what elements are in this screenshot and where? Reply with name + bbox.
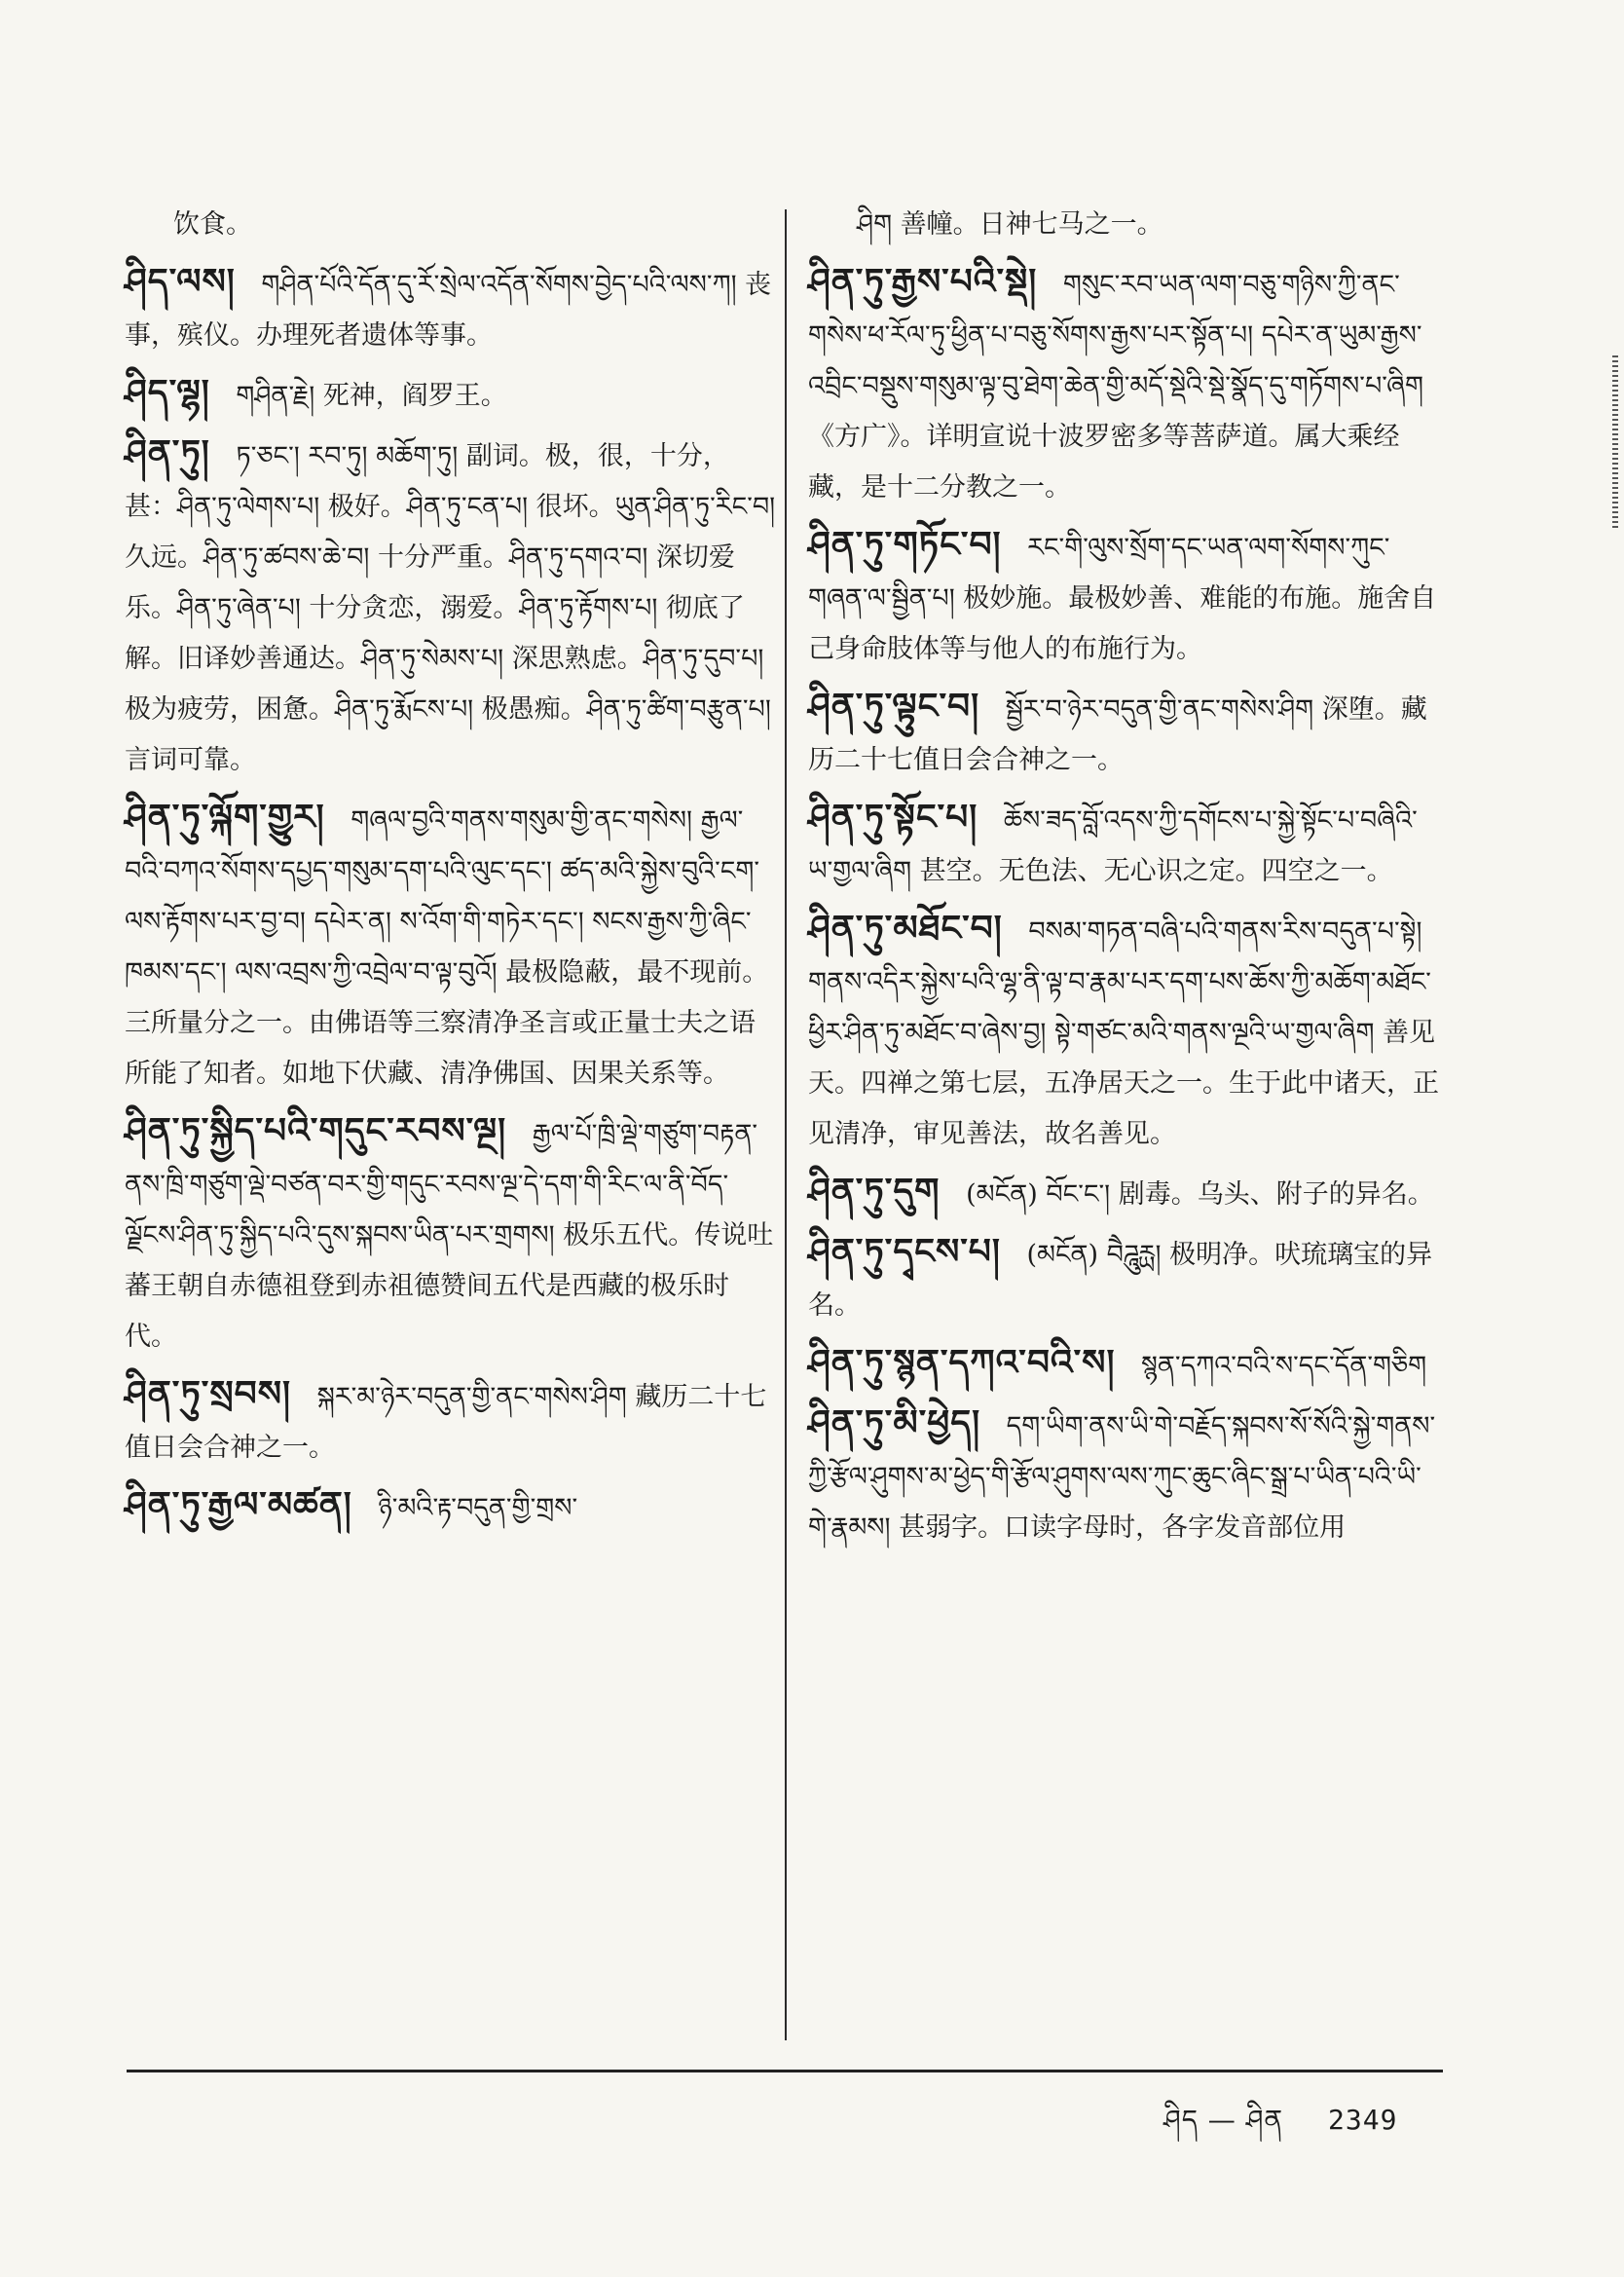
entry (808, 1398, 1439, 1553)
scan-margin-mark (1612, 355, 1618, 531)
entry (125, 792, 779, 1100)
entry (125, 1368, 779, 1474)
entry-headword: ཤིན་ཏུ་དྭངས་པ། (808, 1231, 1001, 1272)
entry (808, 256, 1439, 513)
entry (808, 1166, 1439, 1220)
right-column (808, 200, 1439, 1559)
entry-definition: ཏ་ཅང་། རབ་ཏུ། མཆོག་ཏུ། 副词。极，很，十分，甚：ཤིན་ཏུ་ལེགས་པ། 极好。ཤིན་ཏུ་ངན་པ། 很坏。ཡུན་ཤིན་ཏུ་རིང་བ། 久远。ཤིན་ཏུ་ཚབས་ཆེ་བ། 十分严重。ཤིན་ཏུ་དགའ་བ། 深切爱乐。ཤིན་ཏུ་ཞེན་པ། 十分贪恋，溺爱。ཤིན་ཏུ་རྟོགས་པ། 彻底了解。旧译妙善通达。ཤིན་ཏུ་སེམས་པ། 深思熟虑。ཤིན་ཏུ་དུབ་པ། 极为疲劳，困惫。ཤིན་ཏུ་རྨོངས་པ། 极愚痴。ཤིན་ཏུ་ཚིག་བརྩུན་པ། 言词可靠。 (125, 441, 776, 775)
entry-headword: ཤིད་ལྷ། (125, 372, 210, 413)
entry-definition: གཞལ་བྱའི་གནས་གསུམ་གྱི་ནང་གསེས། རྒྱལ་བའི་བཀའ་སོགས་དཔྱད་གསུམ་དག་པའི་ལུང་དང་། ཚད་མའི་སྐྱེས་བུའི་ངག་ལས་རྟོགས་པར་བྱ་བ། དཔེར་ན། ས་འོག་གི་གཏེར་དང་། སངས་རྒྱས་ཀྱི་ཞིང་ཁམས་དང་། ལས་འབྲས་ཀྱི་འབྲེལ་བ་ལྟ་བུའོ། 最极隐蔽，最不现前。三所量分之一。由佛语等三察清净圣言或正量士夫之语所能了知者。如地下伏藏、清净佛国、因果关系等。 (125, 805, 769, 1089)
entry-headword: ཤིན་ཏུ་མི་ཕྱེད། (808, 1402, 981, 1443)
entry-headword: ཤིན་ཏུ་སྟོང་པ། (808, 797, 978, 838)
entry-headword: ཤིན་ཏུ་རྒྱལ་མཚན། (125, 1484, 352, 1525)
entry-headword: ཤིད་ལས། (125, 261, 236, 302)
entry-definition: ཤིག 善幢。日神七马之一。 (857, 209, 1163, 240)
footer-rule (127, 2070, 1443, 2072)
entry (808, 792, 1439, 897)
entry-headword: ཤིན་ཏུ་སྲབས། (125, 1373, 292, 1414)
entry (125, 200, 779, 250)
entry-headword: ཤིན་ཏུ་རྒྱས་པའི་སྡེ། (808, 261, 1038, 302)
entry (125, 256, 779, 361)
entry-definition: (མངོན) བོང་ང་། 剧毒。乌头、附子的异名。 (966, 1179, 1434, 1210)
entry (125, 1105, 779, 1362)
entry (808, 1337, 1439, 1392)
entry-definition: གཤིན་པོའི་དོན་དུ་རོ་སྲེལ་འདོན་སོགས་བྱེད་པའི་ལས་ཀ། 丧事，殡仪。办理死者遗体等事。 (125, 270, 772, 351)
entry-definition: གཤིན་རྗེ། 死神，阎罗王。 (236, 381, 507, 411)
entry-headword: ཤིན་ཏུ་དུག (808, 1171, 941, 1212)
entry-headword: ཤིན་ཏུ། (125, 432, 210, 473)
entry-headword: ཤིན་ཏུ་གཏོང་བ། (808, 524, 1002, 565)
entry-definition: སྙན་དཀའ་བའི་ས་དང་དོན་གཅིག (1141, 1351, 1427, 1381)
entry-headword: ཤིན་ཏུ་སྐྱིད་པའི་གདུང་རབས་ལྔ། (125, 1110, 507, 1151)
entry-headword: ཤིན་ཏུ་མཐོང་བ། (808, 908, 1003, 949)
column-divider (785, 209, 787, 2040)
entry-headword: ཤིན་ཏུ་སྙན་དཀའ་བའི་ས། (808, 1342, 1116, 1383)
entry-definition: (མངོན) བཻཌཱུརྻ། 极明净。吠琉璃宝的异名。 (808, 1240, 1433, 1321)
entry (125, 367, 779, 422)
left-column (125, 200, 779, 1540)
entry (808, 519, 1439, 675)
entry-definition: རྒྱལ་པོ་ཁྲི་ལྡེ་གཙུག་བརྟན་ནས་ཁྲི་གཙུག་ལྡེ་བཙན་བར་གྱི་གདུང་རབས་ལྔ་དེ་དག་གི་རིང་ལ་ནི་བོད་ལྗོངས་ཤིན་ཏུ་སྐྱིད་པའི་དུས་སྐབས་ཡིན་པར་གྲགས། 极乐五代。传说吐蕃王朝自赤德祖登到赤祖德赞间五代是西藏的极乐时代。 (125, 1119, 774, 1352)
entry (808, 681, 1439, 786)
entry (125, 428, 779, 786)
entry-definition: གསུང་རབ་ཡན་ལག་བཅུ་གཉིས་ཀྱི་ནང་གསེས་ཕ་རོལ་ཏུ་ཕྱིན་པ་བཅུ་སོགས་རྒྱས་པར་སྟོན་པ། དཔེར་ན་ཡུམ་རྒྱས་འབྲིང་བསྡུས་གསུམ་ལྟ་བུ་ཐེག་ཆེན་གྱི་མདོ་སྡེའི་སྡེ་སྣོད་དུ་གཏོགས་པ་ཞིག 《方广》。详明宣说十波罗密多等菩萨道。属大乘经藏，是十二分教之一。 (808, 270, 1424, 503)
entry-definition: སྦྱོར་བ་ཉེར་བདུན་གྱི་ནང་གསེས་ཤིག 深堕。藏历二十七值日会合神之一。 (808, 694, 1427, 775)
entry-definition: ཉི་མའི་རྟ་བདུན་གྱི་གྲས་ (378, 1493, 578, 1523)
entry-headword: ཤིན་ཏུ་ལྐོག་གྱུར། (125, 797, 325, 838)
entry (808, 1226, 1439, 1331)
entry-definition: བསམ་གཏན་བཞི་པའི་གནས་རིས་བདུན་པ་སྟེ། གནས་འདིར་སྐྱེས་པའི་ལྷ་ནི་ལྟ་བ་རྣམ་པར་དག་པས་ཆོས་ཀྱི་མཆོག་མཐོང་ཕྱིར་ཤིན་ཏུ་མཐོང་བ་ཞེས་བྱ། སྟེ་གཙང་མའི་གནས་ལྔའི་ཡ་གྱལ་ཞིག 善见天。四禅之第七层，五净居天之一。生于此中诸天，正见清净，审见善法，故名善见。 (808, 916, 1439, 1149)
entry (808, 903, 1439, 1160)
page-number: 2349 (1328, 2104, 1398, 2136)
entry-definition: 饮食。 (173, 209, 252, 240)
entry-definition: དག་ཡིག་ནས་ཡི་གེ་བརྗོད་སྐབས་སོ་སོའི་སྐྱེ་གནས་ཀྱི་རྩོལ་ཤུགས་མ་ཕྱེད་གི་རྩོལ་ཤུགས་ལས་ཀུང་ཆུང་ཞིང་སྒྲ་པ་ཡིན་པའི་ཡི་གེ་རྣམས། 甚弱字。口读字母时，各字发音部位用 (808, 1411, 1436, 1543)
entry (808, 200, 1439, 250)
entry-definition: ཆོས་ཟད་བློ་འདས་ཀྱི་དགོངས་པ་སྐྱེ་སྟོང་པ་བཞིའི་ཡ་གྱལ་ཞིག 甚空。无色法、无心识之定。四空之一。 (808, 805, 1418, 886)
entry (125, 1479, 779, 1534)
entry-definition: སྐར་མ་ཉེར་བདུན་གྱི་ནང་གསེས་ཤིག 藏历二十七值日会合神之一。 (125, 1382, 767, 1463)
entry-definition: རང་གི་ལུས་སྲོག་དང་ཡན་ལག་སོགས་ཀུང་གཞན་ལ་སྦྱིན་པ། 极妙施。最极妙善、难能的布施。施舍自己身命肢体等与他人的布施行为。 (808, 533, 1437, 664)
page-footer (1163, 2089, 1397, 2166)
page-range: ཤིད — ཤིན (1163, 2104, 1284, 2136)
entry-headword: ཤིན་ཏུ་ལྟུང་བ། (808, 686, 980, 727)
